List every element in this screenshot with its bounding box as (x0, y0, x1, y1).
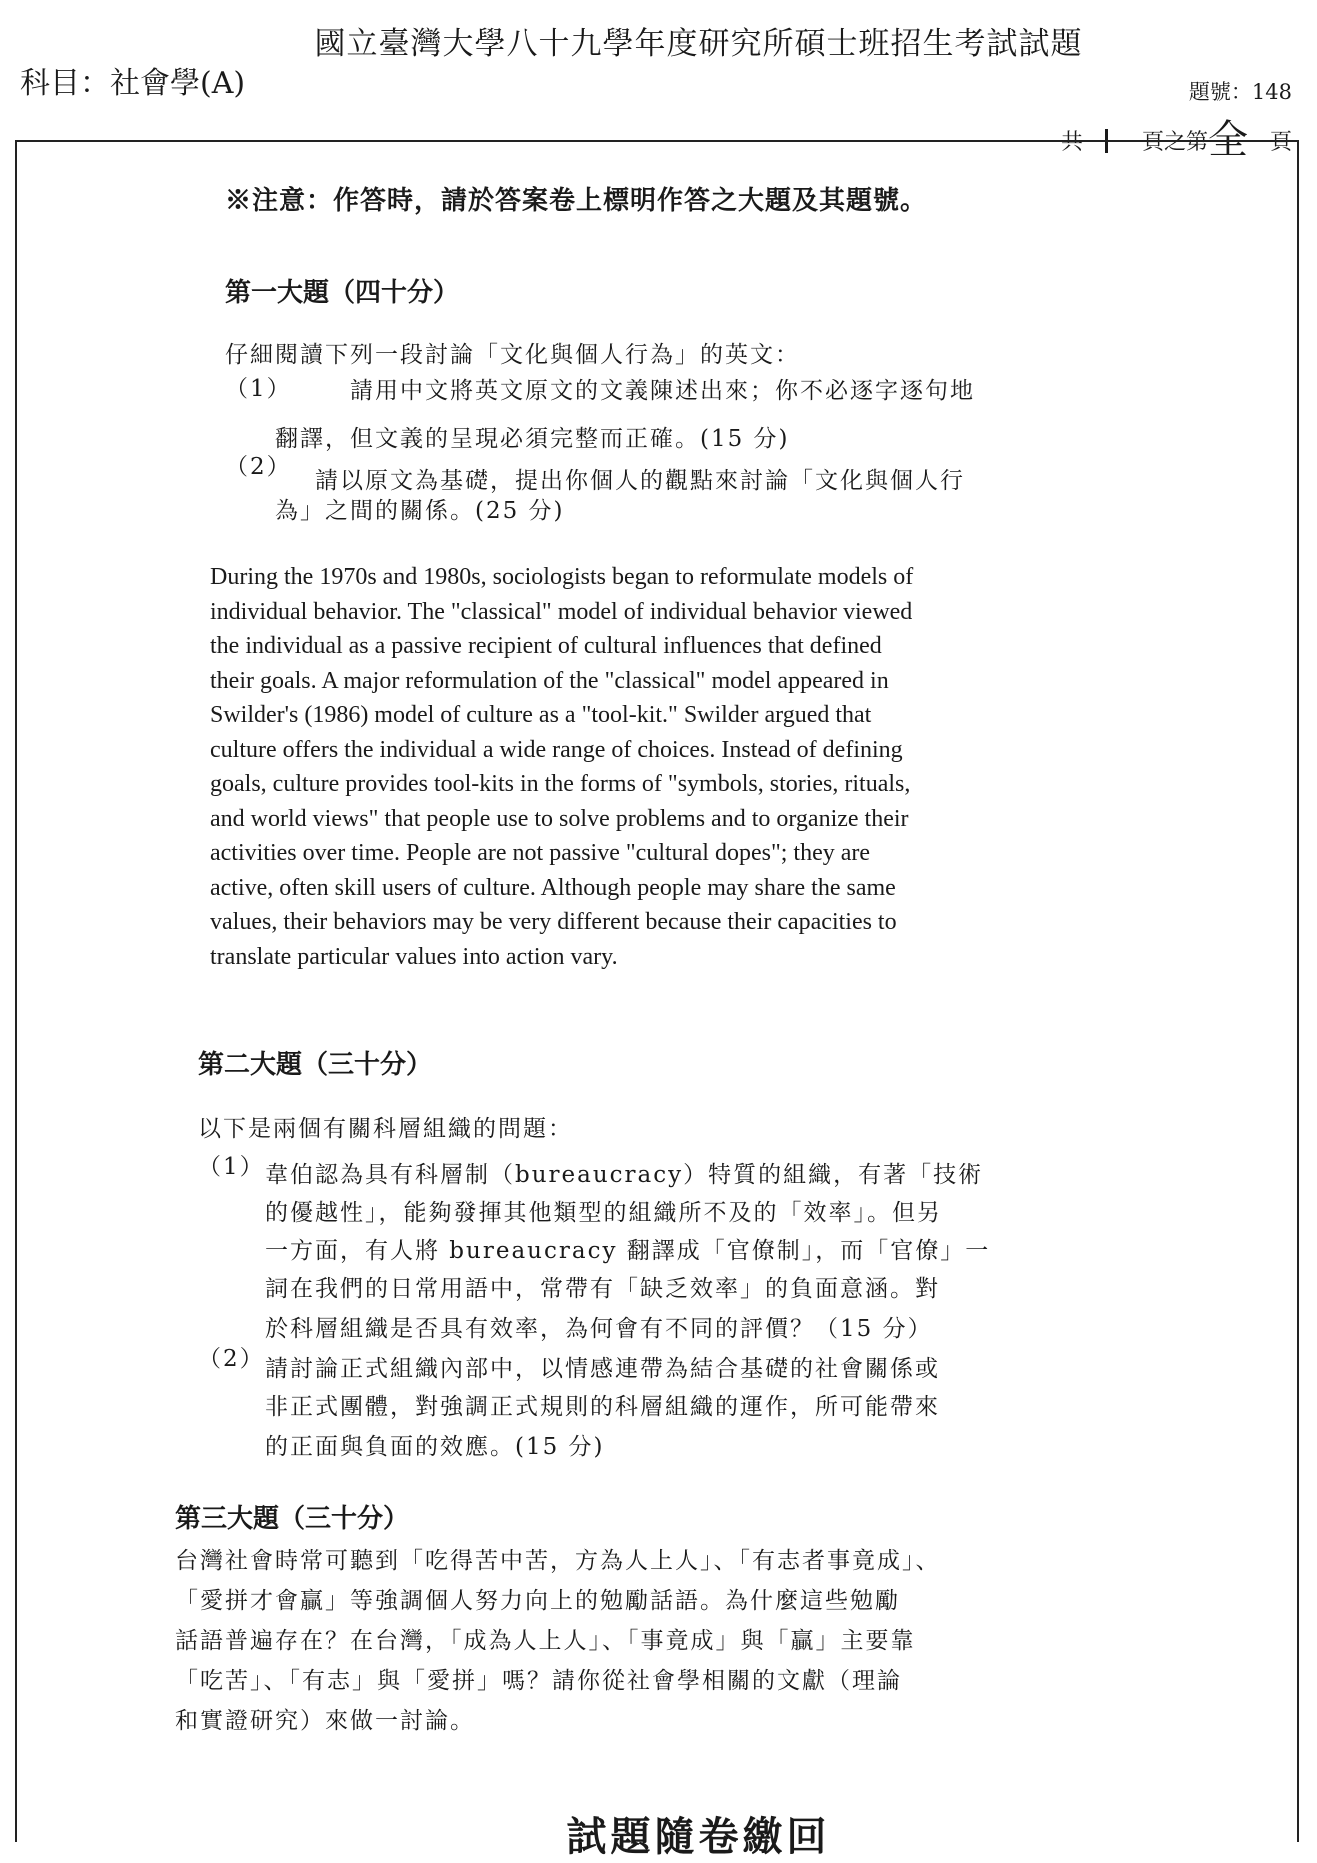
section2-q1-line: 韋伯認為具有科層制（bureaucracy）特質的組織，有著「技術 (265, 1162, 984, 1188)
english-passage (210, 560, 1070, 974)
section1-heading: 第一大題（四十分） (225, 278, 460, 308)
section1-q2-line: 請以原文為基礎，提出你個人的觀點來討論「文化與個人行 (315, 468, 965, 494)
passage-line: Swilder's (1986) model of culture as a "tool-kit." Swilder argued that (210, 702, 872, 728)
section2-q1-line: 一方面，有人將 bureaucracy 翻譯成「官僚制」，而「官僚」一 (265, 1238, 991, 1264)
section3-line: 「吃苦」、「有志」與「愛拼」嗎？請你從社會學相關的文獻（理論 (175, 1668, 902, 1694)
notice: ※注意：作答時，請於答案卷上標明作答之大題及其題號。 (225, 186, 928, 216)
section1-q1-number: （1） (225, 376, 292, 402)
section3-line: 話語普遍存在？在台灣，「成為人上人」、「事竟成」與「贏」主要靠 (175, 1628, 916, 1654)
section2-q1-line: 詞在我們的日常用語中，常帶有「缺乏效率」的負面意涵。對 (265, 1276, 940, 1302)
passage-line: During the 1970s and 1980s, sociologists began to reformulate models of (210, 564, 914, 590)
passage-line: their goals. A major reformulation of the "classical" model appeared in (210, 667, 889, 694)
exam-subject: 科目：社會學(A) (20, 66, 246, 101)
passage-line: values, their behaviors may be very different because their capacities to (210, 909, 897, 935)
passage-line: the individual as a passive recipient of cultural influences that defined (210, 633, 882, 659)
section3-line: 「愛拼才會贏」等強調個人努力向上的勉勵話語。為什麼這些勉勵 (175, 1588, 900, 1614)
section2-q2-line: 非正式團體，對強調正式規則的科層組織的運作，所可能帶來 (265, 1394, 940, 1420)
passage-line: goals, culture provides tool-kits in the forms of "symbols, stories, rituals, (210, 771, 911, 797)
section1-intro: 仔細閱讀下列一段討論「文化與個人行為」的英文： (225, 342, 800, 368)
pages-mid: 頁之第 (1141, 130, 1208, 155)
section3-line: 和實證研究）來做一討論。 (175, 1708, 475, 1734)
section2-q2-number: （2） (198, 1346, 265, 1372)
passage-line: and world views" that people use to solve problems and to organize their (210, 805, 909, 832)
section2-q1-number: （1） (198, 1154, 265, 1180)
exam-title: 國立臺灣大學八十九學年度研究所碩士班招生考試試題 (314, 26, 1083, 62)
section3-line: 台灣社會時常可聽到「吃得苦中苦，方為人上人」、「有志者事竟成」、 (175, 1548, 941, 1574)
passage-line: translate particular values into action vary. (210, 943, 618, 970)
passage-line: culture offers the individual a wide range of choices. Instead of defining (210, 736, 903, 763)
section2-intro: 以下是兩個有關科層組織的問題： (198, 1116, 573, 1142)
section1-q1-line: 翻譯，但文義的呈現必須完整而正確。(15 分) (275, 426, 790, 452)
section2-q2-line: 的正面與負面的效應。(15 分) (265, 1434, 605, 1460)
section2-q1-line: 的優越性」，能夠發揮其他類型的組織所不及的「效率」。但另 (265, 1200, 942, 1226)
section1-q1-line: 請用中文將英文原文的文義陳述出來；你不必逐字逐句地 (350, 378, 975, 404)
passage-line: active, often skill users of culture. Although people may share the same (210, 874, 896, 901)
pages-suffix: 頁 (1269, 130, 1292, 155)
passage-line: activities over time. People are not passive "cultural dopes"; they are (210, 840, 871, 866)
pages-whole: 全 (1207, 117, 1248, 163)
section2-q2-line: 請討論正式組織內部中，以情感連帶為結合基礎的社會關係或 (265, 1356, 940, 1382)
section2-q1-line: 於科層組織是否具有效率，為何會有不同的評價？（15 分） (265, 1316, 933, 1342)
section3-heading: 第三大題（三十分） (175, 1504, 410, 1534)
return-notice: 試題隨卷繳回 (566, 1813, 831, 1860)
section1-q2-line: 為」之間的關係。(25 分) (275, 498, 565, 524)
question-number: 題號：148 (1188, 80, 1292, 104)
pages-prefix: 共 (1060, 130, 1083, 155)
section2-heading: 第二大題（三十分） (198, 1050, 433, 1080)
passage-line: individual behavior. The "classical" model of individual behavior viewed (210, 598, 913, 625)
section1-q2-number: （2） (225, 454, 292, 480)
